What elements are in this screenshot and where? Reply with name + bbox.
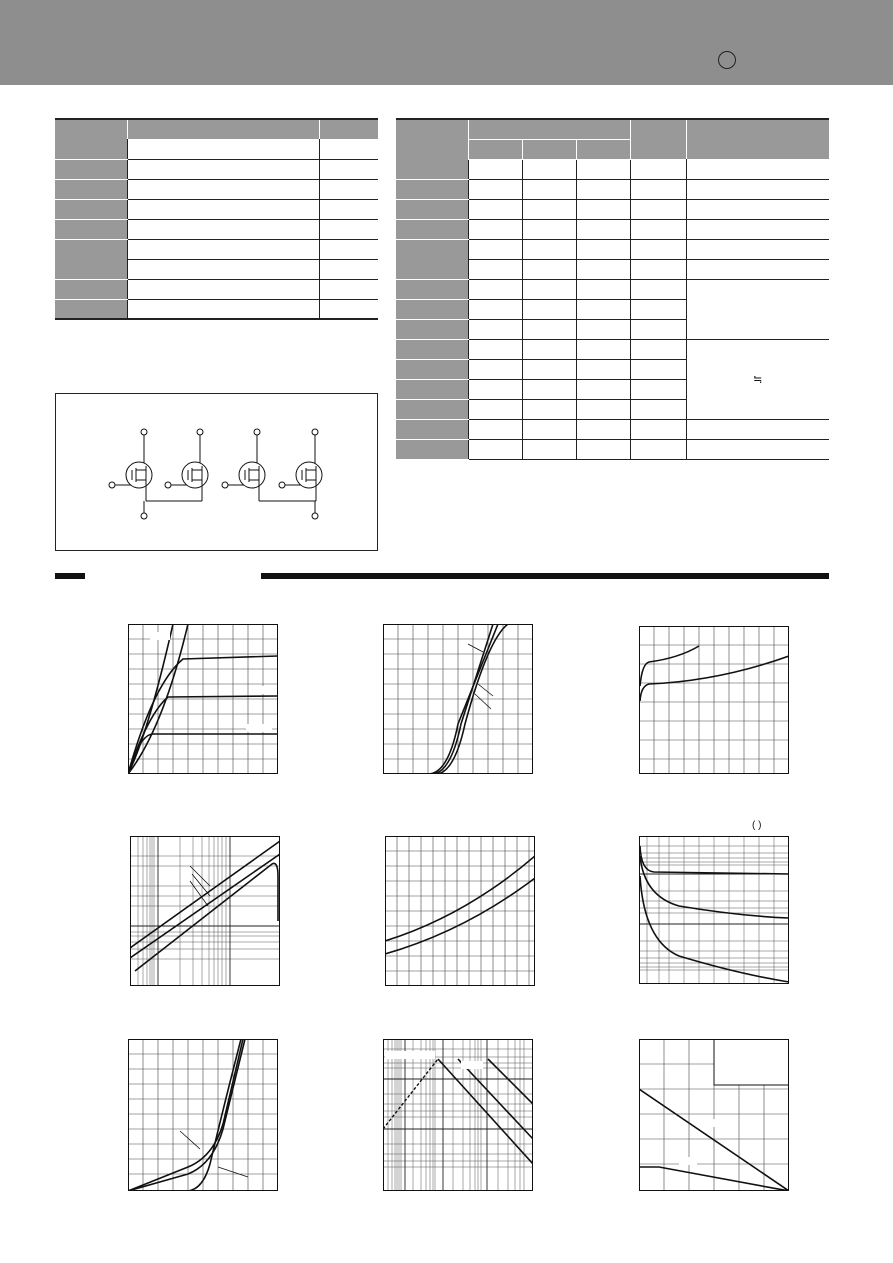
table-header-cell [468, 139, 522, 159]
table-header-row [55, 119, 378, 139]
graph-diode-forward [128, 1039, 278, 1189]
registered-mark-circle [718, 51, 736, 69]
graph-output-characteristics [128, 624, 278, 774]
table-row [396, 159, 829, 179]
table-row [396, 219, 829, 239]
header-bar [0, 0, 893, 85]
graph-on-resistance [639, 626, 789, 776]
graph-plot [639, 626, 789, 774]
electrical-characteristics-table [396, 118, 829, 460]
table-row [55, 299, 378, 319]
graph-unit-caption: ( ) [752, 820, 762, 831]
graph-safe-operating-area [383, 1039, 533, 1189]
table-row [396, 279, 829, 299]
equivalent-circuit [55, 393, 378, 551]
table-row [55, 219, 378, 239]
table-row [396, 179, 829, 199]
table-row [55, 139, 378, 159]
section-marker [55, 573, 85, 579]
table-row [396, 419, 829, 439]
graph-temperature-characteristic [385, 836, 535, 986]
section-divider [261, 573, 829, 579]
graph-power-derating [639, 1039, 789, 1189]
table-row [396, 199, 829, 219]
table-header-cell [468, 119, 630, 139]
table-row [55, 279, 378, 299]
table-row [396, 439, 829, 459]
table-header-cell [576, 139, 630, 159]
circuit-diagram [56, 394, 377, 550]
graph-transfer-characteristics [383, 624, 533, 774]
approx-equal-note: ≒ [686, 339, 829, 419]
graph-plot [383, 624, 533, 774]
graph-loglog-current [130, 836, 280, 986]
graph-plot [128, 1039, 278, 1191]
graph-plot [385, 836, 535, 986]
table-header-cell [396, 119, 468, 159]
table-header-cell [522, 139, 576, 159]
table-row [55, 179, 378, 199]
table-header-cell [686, 119, 829, 159]
table-row [55, 199, 378, 219]
table-header-cell [127, 119, 319, 139]
graph-plot [383, 1039, 533, 1191]
graph-plot [639, 836, 789, 984]
table-row [55, 159, 378, 179]
graph-capacitance [639, 836, 789, 986]
table-row [396, 339, 829, 359]
table-row [396, 239, 829, 259]
table-header-row [396, 119, 829, 139]
graph-plot [639, 1039, 789, 1191]
table-header-cell [319, 119, 378, 139]
graph-plot [130, 836, 280, 986]
graph-plot [128, 624, 278, 774]
absolute-ratings-table [55, 118, 378, 320]
table-header-cell [630, 119, 686, 159]
table-header-cell [55, 119, 127, 139]
table-row [55, 239, 378, 259]
